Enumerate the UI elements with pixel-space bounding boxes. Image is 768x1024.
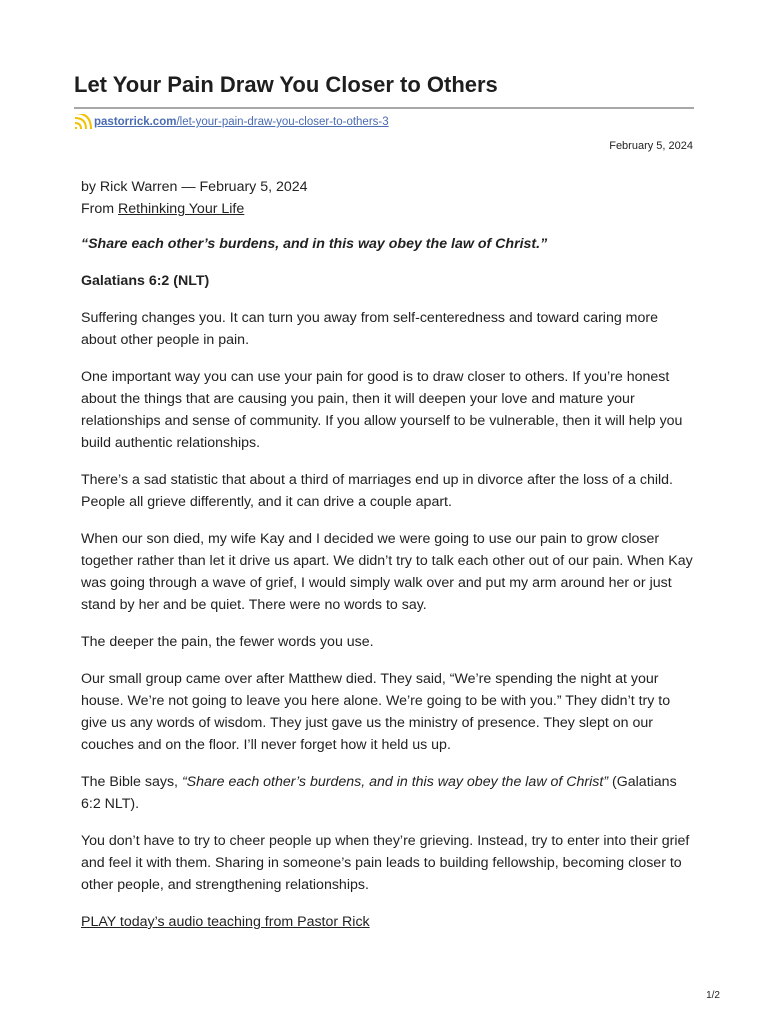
article-body <box>81 176 695 948</box>
rss-feed-icon <box>74 114 92 130</box>
paragraph-7-quote: “Share each other’s burdens, and in this way obey the law of Christ” <box>181 774 609 790</box>
page-number: 1/2 <box>706 990 720 1001</box>
paragraph-4: When our son died, my wife Kay and I decided we were going to use our pain to grow closer together rather than let it drive us apart. We didn’t try to talk each other out of our pain. When Kay was going through a wave of grief, I would simply walk over and put my arm around her or just stand by her and be quiet. There were no words to say. <box>81 531 693 613</box>
paragraph-7 <box>81 771 695 815</box>
paragraph-6: Our small group came over after Matthew died. They said, “We’re spending the night at your house. We’re not going to leave you here alone. We’re going to be with you.” They didn’t try to give us any words of wisdom. They just gave us the ministry of presence. They slept on our couches and on the floor. I’ll never forget how it held us up. <box>81 671 671 753</box>
paragraph-5: The deeper the pain, the fewer words you use. <box>81 634 374 650</box>
paragraph-7-suffix: (Galatians 6:2 NLT). <box>81 774 677 812</box>
paragraph-8: You don’t have to try to cheer people up when they’re grieving. Instead, try to enter into their grief and feel it with them. Sharing in someone’s pain leads to building fellowship, becoming closer to other people, and strengthening relationships. <box>81 833 690 893</box>
page-title: Let Your Pain Draw You Closer to Others <box>74 72 498 97</box>
paragraph-3: There’s a sad statistic that about a third of marriages end up in divorce after the loss of a child. People all grieve differently, and it can drive a couple apart. <box>81 472 673 510</box>
from-prefix: From <box>81 201 119 217</box>
paragraph-2: One important way you can use your pain for good is to draw closer to others. If you’re honest about the things that are causing you pain, then it will deepen your love and mature your relationships and sense of community. If you allow yourself to be vulnerable, then it will help you build authentic relationships. <box>81 369 683 451</box>
from-line <box>81 198 695 220</box>
scripture-reference: Galatians 6:2 (NLT) <box>81 273 210 289</box>
byline: by Rick Warren — February 5, 2024 <box>81 179 308 195</box>
source-path-link[interactable]: /let-your-pain-draw-you-closer-to-others-3 <box>176 116 389 128</box>
paragraph-7-prefix: The Bible says, <box>81 774 182 790</box>
source-domain-link[interactable]: pastorrick.com <box>94 116 177 128</box>
title-divider <box>74 107 694 109</box>
paragraph-1: Suffering changes you. It can turn you away from self-centeredness and toward caring more about other people in pain. <box>81 310 659 348</box>
play-audio-line <box>81 911 695 933</box>
header-date: February 5, 2024 <box>609 140 693 152</box>
book-link[interactable]: Rethinking Your Life <box>118 201 245 217</box>
scripture-quote: “Share each other’s burdens, and in this way obey the law of Christ.” <box>81 236 548 252</box>
source-line <box>74 114 389 130</box>
play-audio-link[interactable]: PLAY today’s audio teaching from Pastor Rick <box>81 914 370 930</box>
